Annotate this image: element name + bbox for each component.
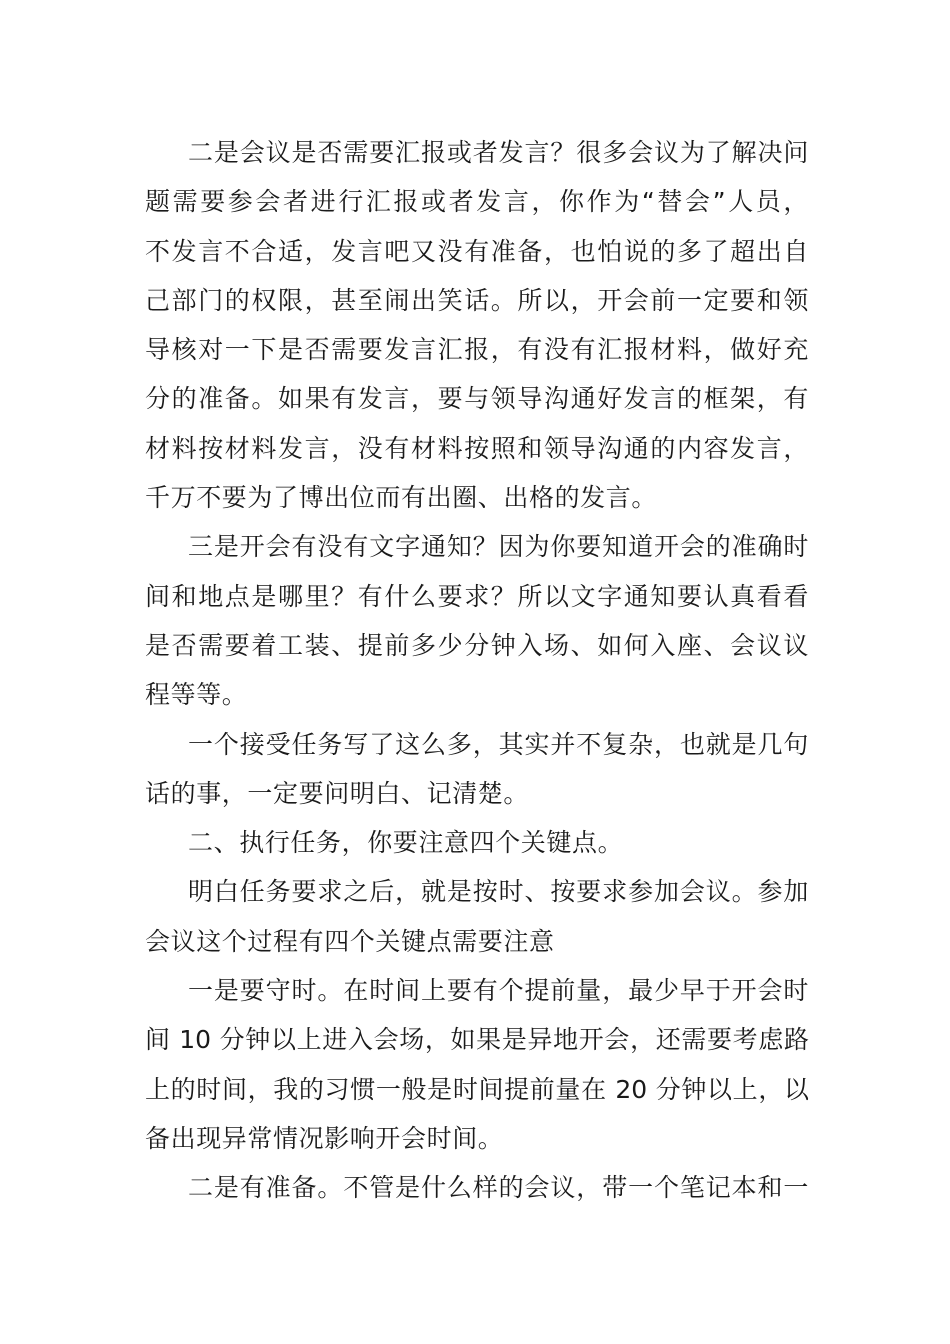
document-body xyxy=(145,128,809,1213)
text-line: 三是开会有没有文字通知？因为你要知道开会的准确时 xyxy=(188,532,809,562)
text-line: 备出现异常情况影响开会时间。 xyxy=(145,1123,504,1153)
text-line: 己部门的权限，甚至闹出笑话。所以，开会前一定要和领 xyxy=(145,285,809,315)
text-line: 间和地点是哪里？有什么要求？所以文字通知要认真看看 xyxy=(145,581,809,611)
text-line: 二是会议是否需要汇报或者发言？很多会议为了解决问 xyxy=(188,138,809,167)
text-line: 一个接受任务写了这么多，其实并不复杂，也就是几句 xyxy=(188,729,809,759)
text-line: 二、执行任务，你要注意四个关键点。 xyxy=(188,828,624,858)
text-line: 材料按材料发言，没有材料按照和领导沟通的内容发言， xyxy=(145,433,809,463)
text-line: 间 10 分钟以上进入会场，如果是异地开会，还需要考虑路 xyxy=(145,1025,809,1055)
text-line: 话的事，一定要问明白、记清楚。 xyxy=(145,778,530,808)
text-line: 二是有准备。不管是什么样的会议，带一个笔记本和一 xyxy=(188,1173,809,1203)
text-line: 题需要参会者进行汇报或者发言，你作为“替会”人员， xyxy=(145,187,809,217)
text-line: 会议这个过程有四个关键点需要注意 xyxy=(145,926,555,956)
text-line: 上的时间，我的习惯一般是时间提前量在 20 分钟以上，以 xyxy=(145,1074,809,1104)
text-line: 是否需要着工装、提前多少分钟入场、如何入座、会议议 xyxy=(145,630,809,660)
text-line: 不发言不合适，发言吧又没有准备，也怕说的多了超出自 xyxy=(145,236,809,266)
text-line: 分的准备。如果有发言，要与领导沟通好发言的框架，有 xyxy=(145,384,809,414)
text-line: 导核对一下是否需要发言汇报，有没有汇报材料，做好充 xyxy=(145,335,809,365)
text-line: 程等等。 xyxy=(145,680,248,710)
text-line: 一是要守时。在时间上要有个提前量，最少早于开会时 xyxy=(188,976,809,1006)
text-line: 明白任务要求之后，就是按时、按要求参加会议。参加 xyxy=(188,877,809,907)
text-line: 千万不要为了博出位而有出圈、出格的发言。 xyxy=(145,483,658,513)
